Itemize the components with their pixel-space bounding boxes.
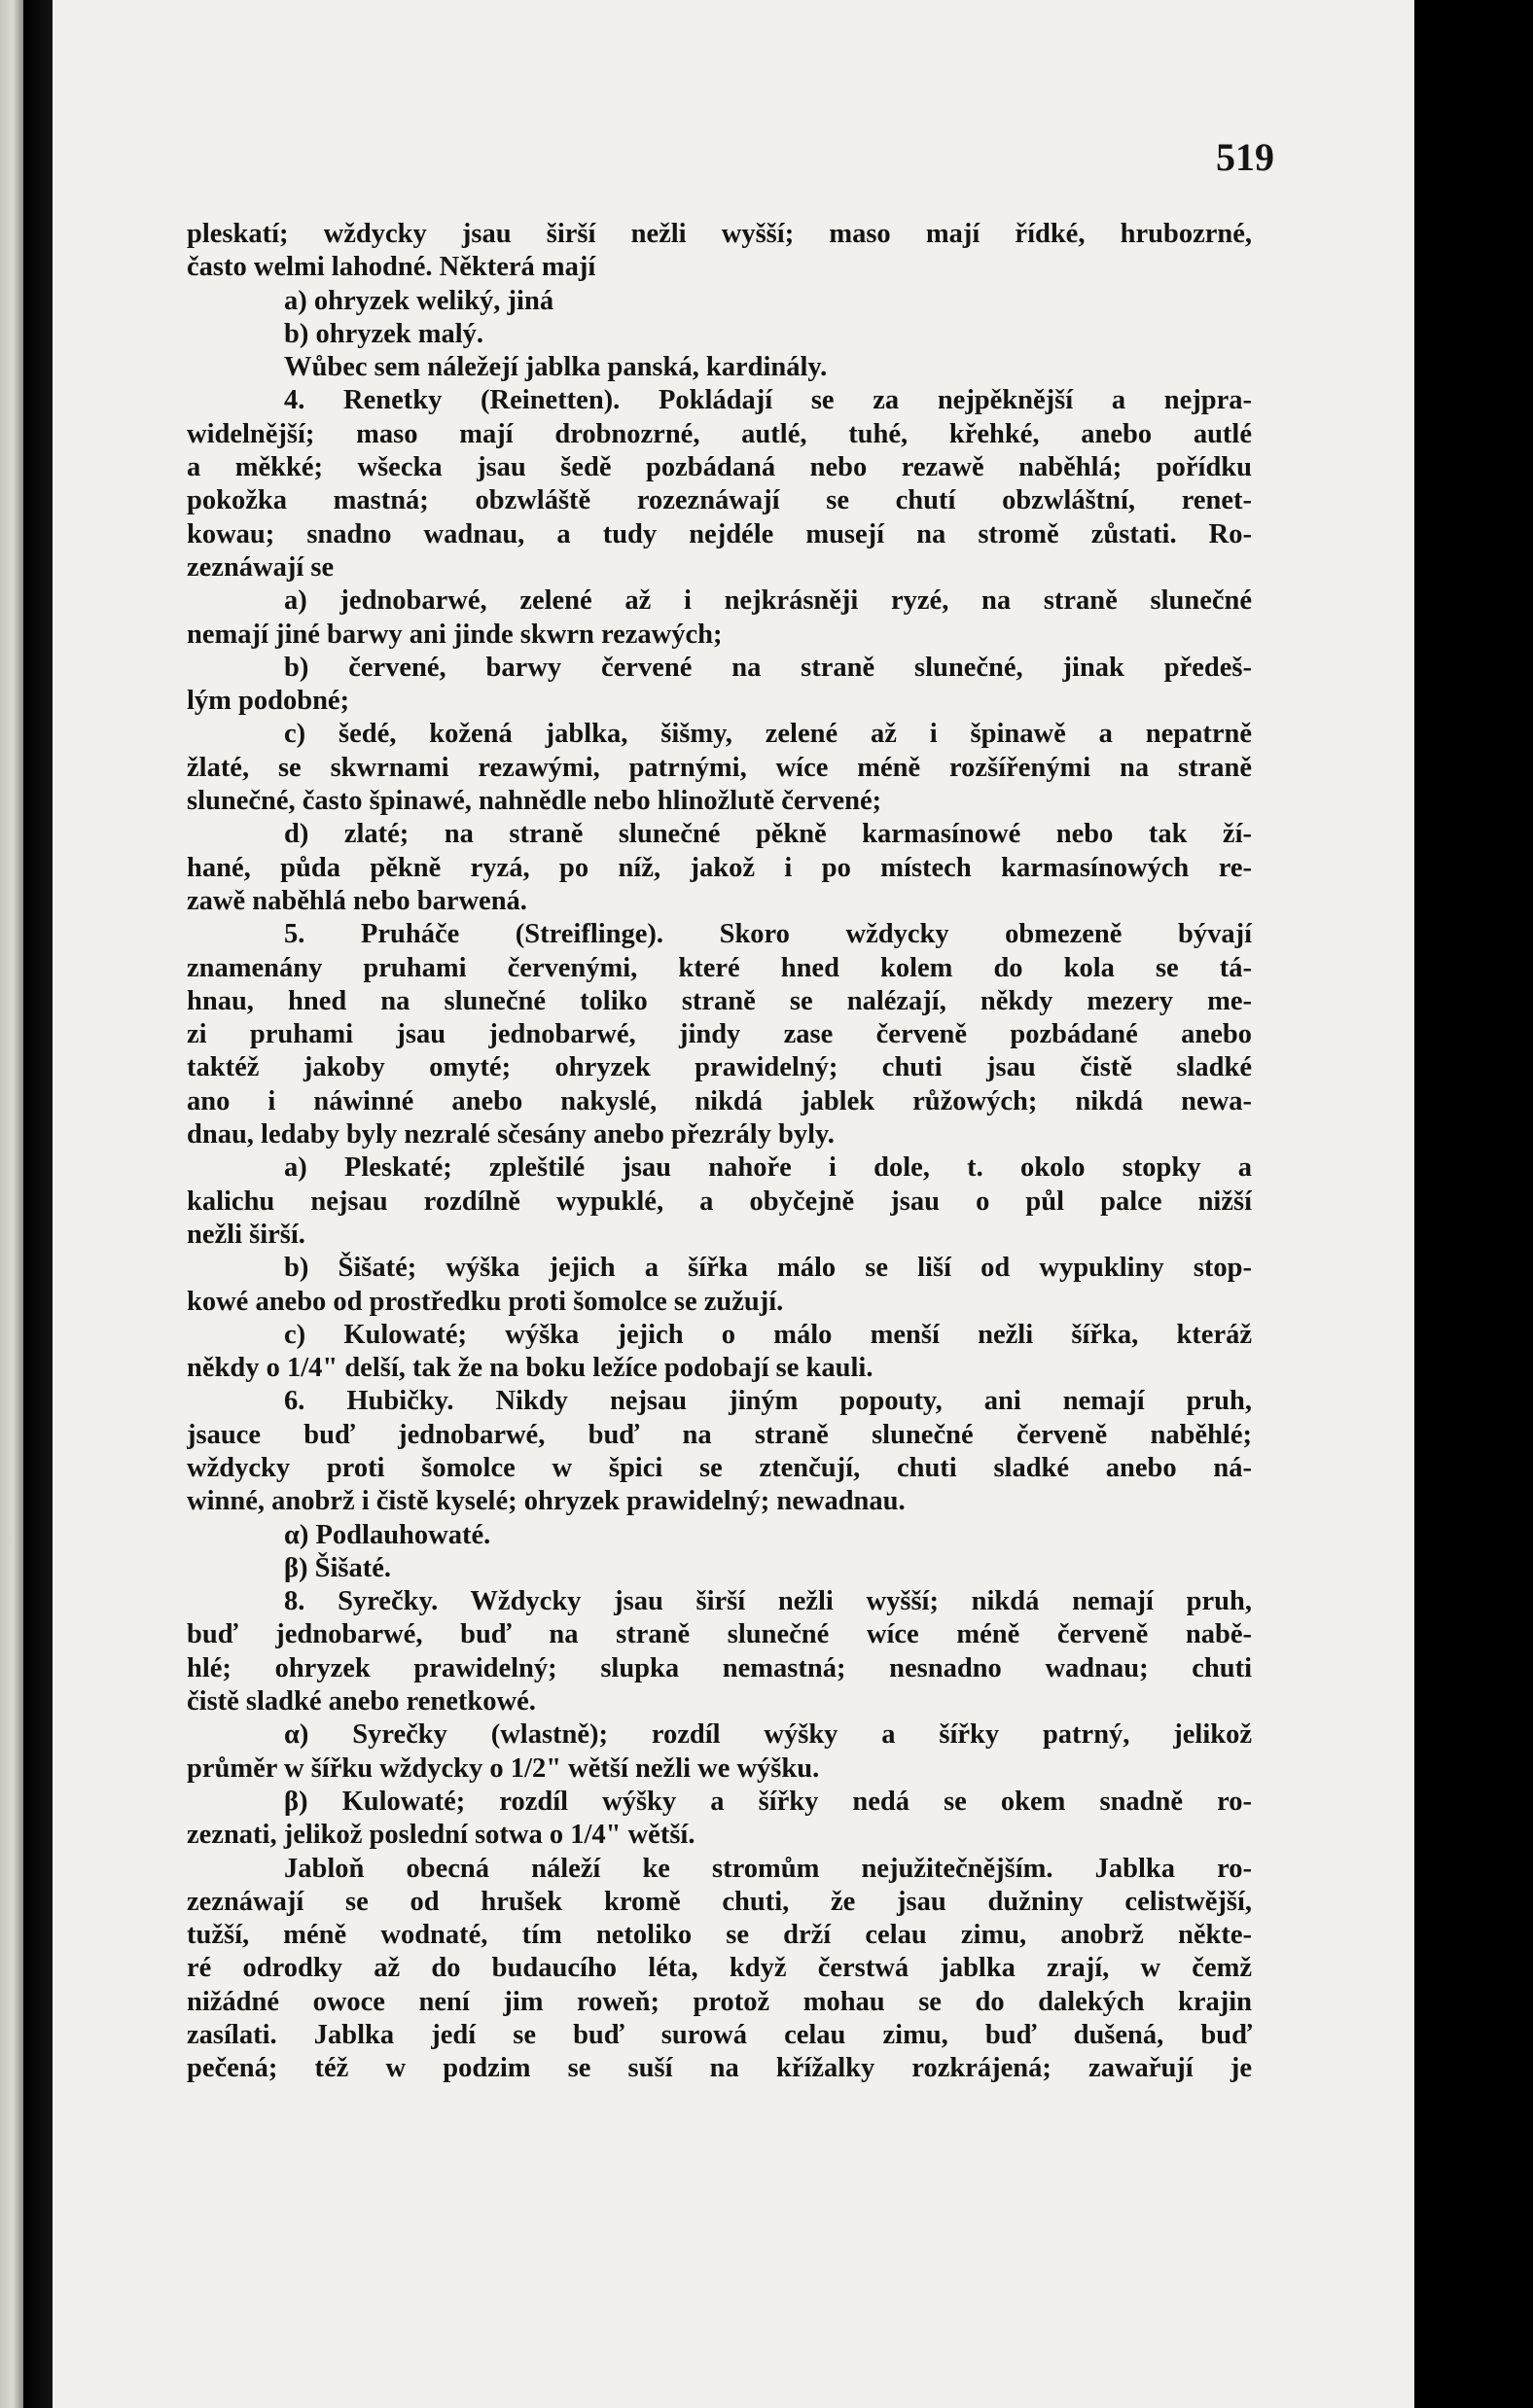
text-line: často welmi lahodné. Některá mají — [187, 252, 596, 283]
text-line: widelnější; maso mají drobnozrné, autlé, tuhé, křehké, anebo autlé — [187, 418, 1252, 449]
text-line: c) Kulowaté; wýška jejich o málo menší nežli šířka, kteráž — [284, 1319, 1252, 1350]
text-line: hané, půda pěkně ryzá, po níž, jakož i po místech karmasínowých re- — [187, 852, 1252, 883]
text-line: ano i náwinné anebo nakyslé, nikdá jablek růžowých; nikdá newa- — [187, 1085, 1252, 1116]
text-line: zi pruhami jsau jednobarwé, jindy zase červeně pozbádané anebo — [187, 1019, 1252, 1050]
text-line: 4. Renetky (Reinetten). Pokládají se za nejpěknější a nejpra- — [284, 385, 1252, 416]
text-line: Jabloň obecná náleží ke stromům nejužitečnějším. Jablka ro- — [284, 1853, 1252, 1884]
text-line: žlaté, se skwrnami rezawými, patrnými, wíce méně rozšířenými na straně — [187, 752, 1252, 783]
text-line: ré odrodky až do budaucího léta, když čerstwá jablka zrají, w čemž — [187, 1953, 1252, 1984]
text-line: nemají jiné barwy ani jinde skwrn rezawých; — [187, 619, 723, 650]
text-line: dnau, ledaby byly nezralé sčesány anebo přezrály byly. — [187, 1119, 835, 1151]
text-line: 8. Syrečky. Wždycky jsau širší nežli wyšší; nikdá nemají pruh, — [284, 1586, 1252, 1617]
text-line: a měkké; wšecka jsau šedě pozbádaná nebo rezawě naběhlá; pořídku — [187, 452, 1252, 483]
text-line: zeznáwají se od hrušek kromě chuti, že jsau dužniny celistwější, — [187, 1886, 1252, 1917]
text-line: β) Kulowaté; rozdíl wýšky a šířky nedá se okem snadně ro- — [284, 1786, 1252, 1817]
page-number: 519 — [1216, 135, 1274, 179]
adjacent-page-edge — [0, 0, 23, 2408]
text-line: znamenány pruhami červenými, které hned kolem do kola se tá- — [187, 952, 1252, 983]
text-line: winné, anobrž i čistě kyselé; ohryzek prawidelný; newadnau. — [187, 1486, 906, 1517]
text-line: 5. Pruháče (Streiflinge). Skoro wždycky obmezeně bývají — [284, 919, 1252, 950]
text-line: zawě naběhlá nebo barwená. — [187, 885, 527, 916]
text-line: buď jednobarwé, buď na straně slunečné wíce méně červeně nabě- — [187, 1619, 1252, 1650]
text-line: β) Šišaté. — [284, 1552, 392, 1583]
text-line: někdy o 1/4" delší, tak že na boku ležíce podobají se kauli. — [187, 1353, 873, 1384]
text-line: zeznati, jelikož poslední sotwa o 1/4" wětší. — [187, 1820, 695, 1851]
text-line: a) jednobarwé, zelené až i nejkrásněji ryzé, na straně slunečné — [284, 585, 1252, 617]
text-line: wždycky proti šomolce w špici se ztenčují, chuti sladké anebo ná- — [187, 1452, 1252, 1483]
text-line: a) Pleskaté; zpleštilé jsau nahoře i dole, t. okolo stopky a — [284, 1152, 1252, 1184]
text-line: α) Podlauhowaté. — [284, 1519, 491, 1550]
text-line: b) Šišaté; wýška jejich a šířka málo se liší od wypukliny stop- — [284, 1253, 1252, 1284]
text-line: průměr w šířku wždycky o 1/2" wětší nežli we wýšku. — [187, 1753, 820, 1784]
text-line: d) zlaté; na straně slunečné pěkně karmasínowé nebo tak ží- — [284, 819, 1252, 850]
text-line: jsauce buď jednobarwé, buď na straně slunečné červeně naběhlé; — [187, 1419, 1252, 1450]
text-line: kowau; snadno wadnau, a tudy nejdéle musejí na stromě zůstati. Ro- — [187, 518, 1252, 549]
text-line: 6. Hubičky. Nikdy nejsau jiným popouty, ani nemají pruh, — [284, 1386, 1252, 1417]
text-line: pleskatí; wždycky jsau širší nežli wyšší; maso mají řídké, hrubozrné, — [187, 219, 1252, 249]
text-line: c) šedé, kožená jablka, šišmy, zelené až i špinawě a nepatrně — [284, 719, 1252, 750]
text-line: b) červené, barwy červené na straně slunečné, jinak předeš- — [284, 652, 1252, 683]
text-line: b) ohryzek malý. — [284, 318, 484, 349]
book-page — [53, 0, 1414, 2408]
text-line: tužší, méně wodnaté, tím netoliko se drží celau zimu, anobrž někte- — [187, 1920, 1252, 1951]
text-line: čistě sladké anebo renetkowé. — [187, 1686, 536, 1717]
text-line: pečená; též w podzim se suší na křížalky rozkrájená; zawařují je — [187, 2053, 1252, 2084]
text-line: zasílati. Jablka jedí se buď surowá celau zimu, buď dušená, buď — [187, 2020, 1252, 2051]
text-line: kowé anebo od prostředku proti šomolce se zužují. — [187, 1286, 784, 1317]
text-line: nežli širší. — [187, 1219, 305, 1250]
text-line: a) ohryzek weliký, jiná — [284, 285, 554, 316]
text-line: nižádné owoce není jim roweň; protož mohau se do dalekých krajin — [187, 1986, 1252, 2017]
text-line: α) Syrečky (wlastně); rozdíl wýšky a šířky patrný, jelikož — [284, 1719, 1252, 1751]
text-line: hlé; ohryzek prawidelný; slupka nemastná; nesnadno wadnau; chuti — [187, 1652, 1252, 1683]
text-line: lým podobné; — [187, 686, 350, 717]
text-line: Wůbec sem náležejí jablka panská, kardinály. — [284, 352, 828, 383]
book-gutter — [23, 0, 53, 2408]
text-line: hnau, hned na slunečné toliko straně se nalézají, někdy mezery me- — [187, 985, 1252, 1016]
text-line: taktéž jakoby omyté; ohryzek prawidelný; chuti jsau čistě sladké — [187, 1052, 1252, 1083]
text-line: pokožka mastná; obzwláště rozeznáwají se chutí obzwláštní, renet- — [187, 485, 1252, 516]
text-line: kalichu nejsau rozdílně wypuklé, a obyčejně jsau o půl palce nižší — [187, 1186, 1252, 1217]
text-line: zeznáwají se — [187, 551, 335, 583]
text-line: slunečné, často špinawé, nahnědle nebo hlinožlutě červené; — [187, 786, 882, 817]
body-text — [187, 218, 1252, 2086]
